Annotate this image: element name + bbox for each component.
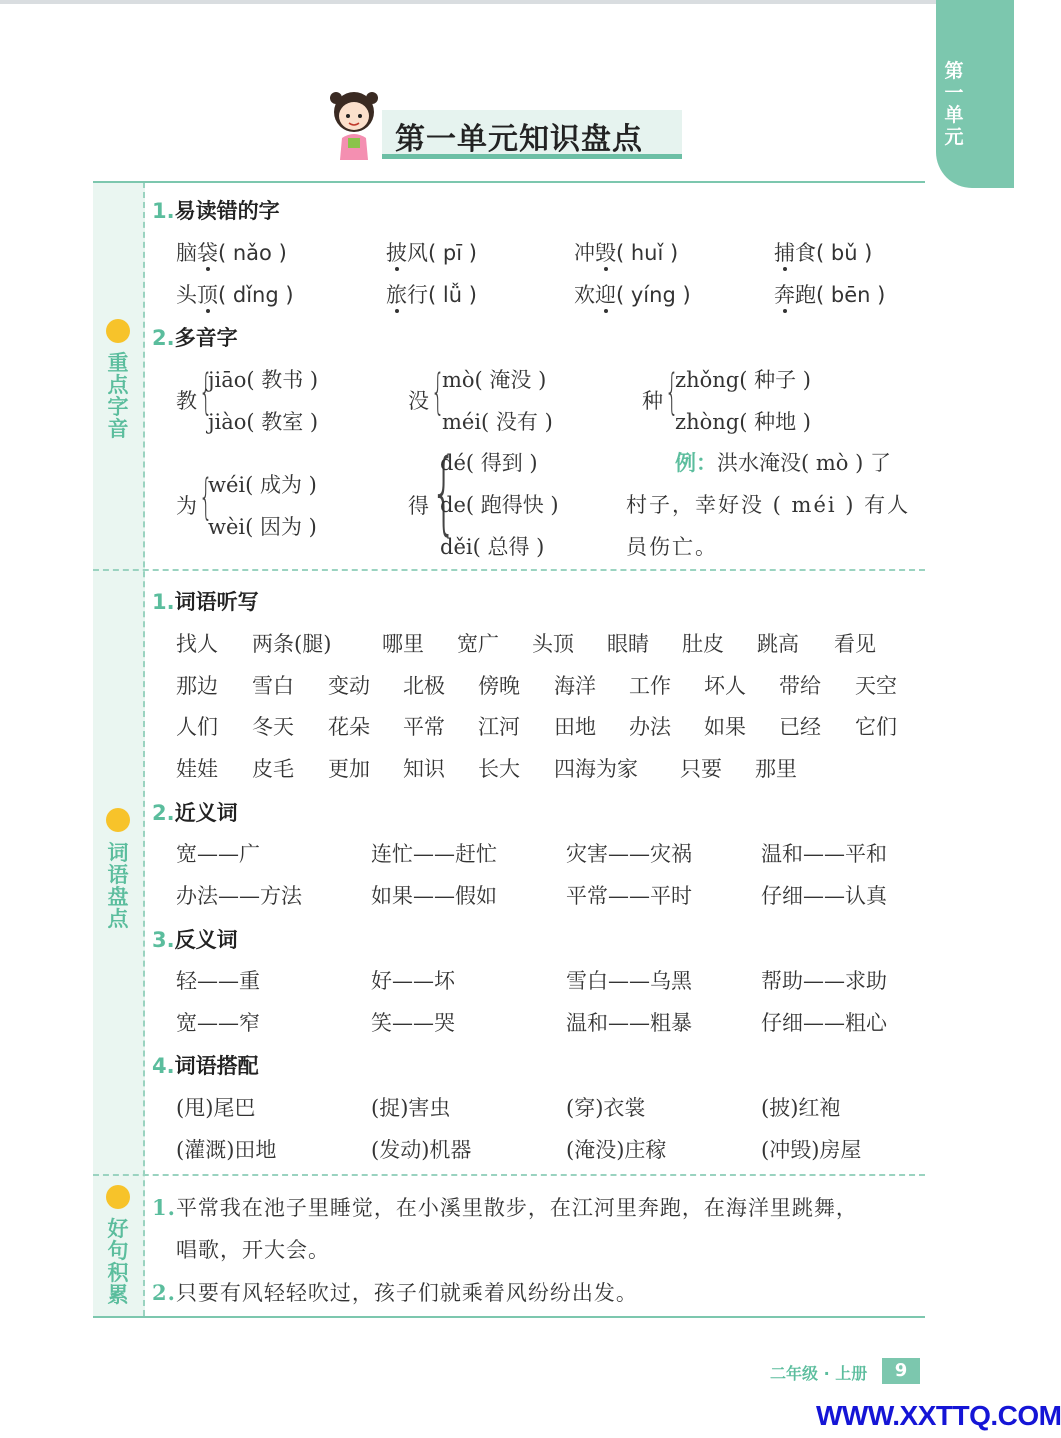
antonym-pair: 帮助——求助 [761,969,887,993]
dictation-word: 眼睛 [607,632,649,656]
pinyin: ( bǔ ) [816,241,873,265]
subheading-collocations: 4.词语搭配 [152,1054,259,1078]
polyphone-char: 教 [176,389,197,413]
sentence-number: 1. [152,1195,176,1220]
polyphone-reading: wèi( 因为 ) [208,515,317,539]
collocation-item: (捉)害虫 [371,1096,451,1120]
sentence-1-cont: 唱歌，开大会。 [176,1238,330,1262]
hanzi-word: 披风 [386,241,428,265]
dictation-word: 长大 [478,757,520,781]
subheading-polyphones: 2.多音字 [152,326,238,350]
dictation-word: 那里 [755,757,797,781]
dictation-word: 傍晚 [478,674,520,698]
collocation-item: (甩)尾巴 [176,1096,256,1120]
subheading-antonyms: 3.反义词 [152,928,238,952]
brace: { [199,364,213,420]
pencil-icon [106,1185,130,1209]
frame-top-line [93,181,925,183]
dictation-word: 已经 [779,715,821,739]
dictation-word: 带给 [779,674,821,698]
synonym-pair: 连忙——赶忙 [371,842,497,866]
polyphone-reading: zhǒng( 种子 ) [675,368,811,392]
dictation-word: 变动 [328,674,370,698]
hanzi-word: 冲毁 [574,241,616,265]
hanzi-word: 捕食 [774,241,816,265]
polyphone-reading: dé( 得到 ) [440,451,538,475]
dictation-word: 找人 [176,632,218,656]
dictation-word: 四海为家 [554,757,638,781]
synonym-pair: 办法——方法 [176,884,302,908]
dictation-word: 它们 [855,715,897,739]
dictation-word: 人们 [176,715,218,739]
hanzi-word: 奔跑 [774,283,816,307]
sentence-number: 2. [152,1280,176,1305]
dictation-word: 田地 [554,715,596,739]
grade-label: 二年级 · 上册 [770,1364,868,1383]
girl-mascot-icon [328,88,380,160]
pinyin: ( yíng ) [616,283,691,307]
subheading-easy-misread: 1.易读错的字 [152,199,280,223]
sentence-2 [152,1277,638,1307]
dictation-word: 那边 [176,674,218,698]
collocation-item: (灌溉)田地 [176,1138,277,1162]
polyphone-char: 为 [176,494,197,518]
hanzi-word: 脑袋 [176,241,218,265]
polyphone-reading: wéi( 成为 ) [208,473,317,497]
synonym-pair: 平常——平时 [566,884,692,908]
sentence-1 [152,1192,858,1222]
section-label-sentences: 好句积累 [107,1217,129,1307]
section-divider [93,569,925,571]
antonym-pair: 宽——窄 [176,1011,260,1035]
watermark: WWW.XXTTQ.COM [816,1400,1061,1431]
example-line: 村子，幸好没 ( méi ) 有人 [626,493,911,517]
antonym-pair: 雪白——乌黑 [566,969,692,993]
polyphone-char: 种 [642,389,663,413]
easy-misread-item [774,279,885,309]
sentence-text: 只要有风轻轻吹过，孩子们就乘着风纷纷出发。 [175,1281,638,1305]
brace: { [431,364,445,420]
pinyin: ( pī ) [428,241,477,265]
collocation-item: (披)红袍 [761,1096,841,1120]
dictation-word: 哪里 [382,632,424,656]
synonym-pair: 宽——广 [176,842,260,866]
dictation-word: 只要 [680,757,722,781]
hanzi-word: 旅行 [386,283,428,307]
dictation-word: 雪白 [252,674,294,698]
pinyin: ( dǐng ) [218,283,294,307]
pinyin: ( nǎo ) [218,241,287,265]
synonym-pair: 灾害——灾祸 [566,842,692,866]
dictation-word: 肚皮 [682,632,724,656]
polyphone-char: 没 [408,389,429,413]
dictation-word: 知识 [403,757,445,781]
dictation-word: 皮毛 [252,757,294,781]
dictation-word: 看见 [834,632,876,656]
example-line: 员伤亡。 [626,535,718,559]
example-line [675,447,891,477]
easy-misread-item [386,279,477,309]
dictation-word: 跳高 [757,632,799,656]
easy-misread-item [574,237,678,267]
dictation-word: 宽广 [457,632,499,656]
dictation-word: 平常 [403,715,445,739]
dictation-word: 更加 [328,757,370,781]
dictation-word: 江河 [478,715,520,739]
section-divider [93,1174,925,1176]
dictation-word: 天空 [855,674,897,698]
polyphone-reading: jiāo( 教书 ) [208,368,319,392]
easy-misread-item [176,279,294,309]
polyphone-reading: zhòng( 种地 ) [675,410,811,434]
antonym-pair: 笑——哭 [371,1011,455,1035]
easy-misread-item [774,237,872,267]
polyphone-reading: mò( 淹没 ) [442,368,547,392]
brace: { [199,469,213,525]
easy-misread-item [176,237,287,267]
antonym-pair: 轻——重 [176,969,260,993]
synonym-pair: 仔细——认真 [761,884,887,908]
collocation-item: (冲毁)房屋 [761,1138,862,1162]
page-title: 第一单元知识盘点 [395,122,643,157]
polyphone-char: 得 [408,494,429,518]
pencil-icon [106,319,130,343]
dictation-word: 北极 [403,674,445,698]
dictation-word: 花朵 [328,715,370,739]
synonym-pair: 温和——平和 [761,842,887,866]
collocation-item: (发动)机器 [371,1138,472,1162]
pencil-icon [106,808,130,832]
example-label: 例： [675,450,717,475]
hanzi-word: 欢迎 [574,283,616,307]
dictation-word: 办法 [629,715,671,739]
frame-bottom-line [93,1316,925,1318]
hanzi-word: 头顶 [176,283,218,307]
pinyin: ( lǚ ) [428,283,477,307]
example-text: 洪水淹没( mò ) 了 [717,451,891,475]
pinyin: ( huǐ ) [616,241,679,265]
section-label-pronunciation: 重点字音 [107,351,129,441]
brace: { [431,440,457,545]
section-label-words: 词语盘点 [107,841,129,931]
polyphone-reading: de( 跑得快 ) [440,493,559,517]
page-number: 9 [882,1358,920,1384]
unit-tab-label: 第一单元 [944,60,964,148]
dictation-word: 坏人 [704,674,746,698]
antonym-pair: 仔细——粗心 [761,1011,887,1035]
polyphone-reading: méi( 没有 ) [442,410,553,434]
dictation-word: 娃娃 [176,757,218,781]
easy-misread-item [386,237,477,267]
collocation-item: (淹没)庄稼 [566,1138,667,1162]
top-border [0,0,1014,4]
dictation-word: 头顶 [532,632,574,656]
sentence-text: 平常我在池子里睡觉，在小溪里散步，在江河里奔跑，在海洋里跳舞， [175,1196,858,1220]
pinyin: ( bēn ) [816,283,886,307]
dictation-word: 海洋 [554,674,596,698]
subheading-dictation: 1.词语听写 [152,590,259,614]
polyphone-reading: děi( 总得 ) [440,535,545,559]
collocation-item: (穿)衣裳 [566,1096,646,1120]
easy-misread-item [574,279,691,309]
brace: { [665,364,679,420]
dictation-word: 两条(腿) [252,632,332,656]
dictation-word: 如果 [704,715,746,739]
dictation-word: 冬天 [252,715,294,739]
polyphone-reading: jiào( 教室 ) [208,410,319,434]
antonym-pair: 好——坏 [371,969,455,993]
synonym-pair: 如果——假如 [371,884,497,908]
antonym-pair: 温和——粗暴 [566,1011,692,1035]
dictation-word: 工作 [629,674,671,698]
subheading-synonyms: 2.近义词 [152,801,238,825]
